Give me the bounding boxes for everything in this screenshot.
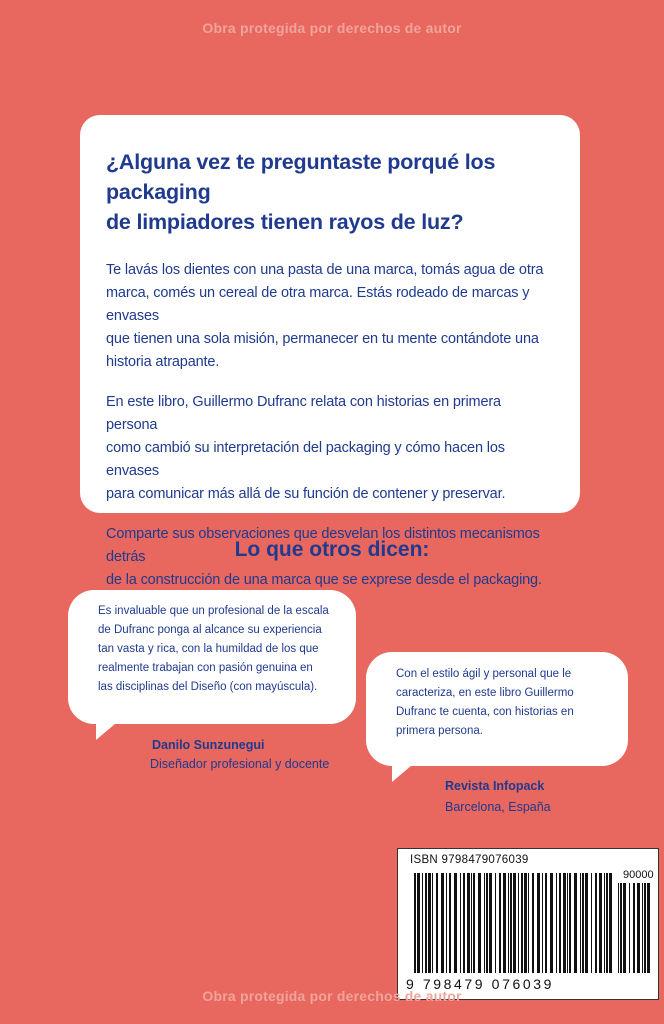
- barcode-bar: [563, 873, 566, 973]
- barcode-bar: [473, 873, 475, 973]
- barcode-bar: [532, 873, 534, 973]
- barcode-bar: [559, 873, 561, 973]
- barcode-bar: [449, 873, 451, 973]
- barcode-bar: [510, 873, 512, 973]
- barcode-bar: [428, 873, 431, 973]
- review-line: las disciplinas del Diseño (con mayúscula).: [98, 681, 318, 693]
- copyright-watermark-bottom: Obra protegida por derechos de autor: [202, 988, 462, 1004]
- text-line: para comunicar más allá de su función de contener y preservar.: [106, 486, 506, 502]
- barcode-bar: [489, 873, 492, 973]
- review-line: caracteriza, en este libro Guillermo: [396, 687, 574, 699]
- barcode-bar: [499, 873, 501, 973]
- review-line: realmente trabajan con pasión genuina en: [98, 662, 313, 674]
- text-line: marca, comés un cereal de otra marca. Estás rodeado de marcas y envases: [106, 285, 530, 324]
- barcode-bar: [513, 873, 516, 973]
- review-1-author-role: Diseñador profesional y docente: [150, 757, 330, 771]
- text-line: En este libro, Guillermo Dufranc relata con historias en primera persona: [106, 394, 501, 433]
- barcode-bar: [425, 873, 427, 973]
- barcode-bar: [503, 873, 506, 973]
- barcode-bar: [454, 873, 457, 973]
- reviews-heading: Lo que otros dicen:: [234, 538, 430, 561]
- review-line: de Dufranc ponga al alcance su experiencia: [98, 624, 322, 636]
- barcode-bar: [441, 873, 444, 973]
- barcode-bar: [422, 873, 423, 973]
- barcode-bar: [618, 883, 619, 973]
- barcode-bar: [545, 873, 547, 973]
- barcode-addon-bars: [618, 883, 654, 977]
- barcode-bar: [432, 873, 433, 973]
- text-line: que tienen una sola misión, permanecer en tu mente contándote una: [106, 331, 539, 347]
- barcode-bar: [642, 883, 643, 973]
- barcode-bar: [486, 873, 488, 973]
- barcode-bar: [629, 883, 630, 973]
- isbn-label: ISBN 9798479076039: [410, 854, 529, 866]
- review-bubble-2: [366, 652, 628, 766]
- barcode-bar: [606, 873, 608, 973]
- barcode-bar: [446, 873, 447, 973]
- barcode-bar: [521, 873, 523, 973]
- synopsis-title-line: ¿Alguna vez te preguntaste porqué los packaging: [106, 150, 496, 204]
- text-line: Te lavás los dientes con una pasta de una marca, tomás agua de otra: [106, 262, 544, 278]
- isbn-barcode: [397, 848, 659, 1000]
- text-line: Comparte sus observaciones que desvelan los distintos mecanismos detrás: [106, 526, 540, 565]
- barcode-bar: [633, 883, 635, 973]
- review-line: primera persona.: [396, 725, 483, 737]
- synopsis-title-line: de limpiadores tienen rayos de luz?: [106, 210, 464, 234]
- review-line: Con el estilo ágil y personal que le: [396, 668, 572, 680]
- barcode-bar: [604, 873, 605, 973]
- barcode-bar: [463, 873, 465, 973]
- synopsis-paragraph-2: [106, 391, 554, 506]
- barcode-bar: [623, 883, 626, 973]
- copyright-watermark-top: Obra protegida por derechos de autor: [202, 20, 462, 36]
- barcode-bar: [599, 873, 602, 973]
- barcode-bar: [620, 883, 622, 973]
- synopsis-paragraph-1: [106, 259, 554, 374]
- barcode-bar: [556, 873, 557, 973]
- barcode-bar: [582, 873, 584, 973]
- barcode-bar: [524, 873, 527, 973]
- review-line: Es invaluable que un profesional de la escala: [98, 605, 329, 617]
- barcode-bar: [508, 873, 509, 973]
- barcode-bar: [436, 873, 438, 973]
- barcode-bar: [528, 873, 529, 973]
- review-bubble-1: [68, 590, 356, 724]
- text-line: historia atrapante.: [106, 354, 220, 370]
- barcode-digits: 9 798479 076039: [406, 976, 554, 992]
- barcode-bar: [518, 873, 519, 973]
- barcode-bar: [471, 873, 472, 973]
- barcode-bar: [580, 873, 581, 973]
- barcode-bar: [609, 873, 612, 973]
- barcode-bar: [595, 873, 597, 973]
- speech-bubble-tail-2: [392, 760, 418, 782]
- price-code: 90000: [623, 869, 654, 881]
- barcode-bar: [574, 873, 577, 973]
- barcode-bar: [460, 873, 461, 973]
- synopsis-title: [106, 147, 554, 237]
- review-line: Dufranc te cuenta, con historias en: [396, 706, 574, 718]
- barcode-bar: [567, 873, 568, 973]
- barcode-bar: [644, 883, 646, 973]
- barcode-bar: [417, 873, 420, 973]
- review-line: tan vasta y rica, con la humildad de los que: [98, 643, 319, 655]
- barcode-main-bars: [414, 873, 612, 977]
- barcode-bar: [569, 873, 571, 973]
- text-line: de la construcción de una marca que se exprese desde el packaging.: [106, 572, 542, 588]
- barcode-bar: [467, 873, 470, 973]
- barcode-bar: [495, 873, 496, 973]
- barcode-bar: [647, 883, 650, 973]
- review-2-author-role: Barcelona, España: [445, 800, 551, 814]
- barcode-bar: [550, 873, 553, 973]
- text-line: como cambió su interpretación del packaging y cómo hacen los envases: [106, 440, 505, 479]
- barcode-bar: [478, 873, 481, 973]
- barcode-bar: [484, 873, 485, 973]
- barcode-bar: [585, 873, 588, 973]
- barcode-bar: [637, 883, 640, 973]
- speech-bubble-tail-1: [96, 718, 122, 740]
- barcode-bar: [537, 873, 540, 973]
- barcode-bar: [542, 873, 543, 973]
- barcode-bar: [414, 873, 416, 973]
- review-2-author: Revista Infopack: [445, 779, 545, 793]
- review-1-author: Danilo Sunzunegui: [152, 738, 265, 752]
- barcode-bar: [591, 873, 592, 973]
